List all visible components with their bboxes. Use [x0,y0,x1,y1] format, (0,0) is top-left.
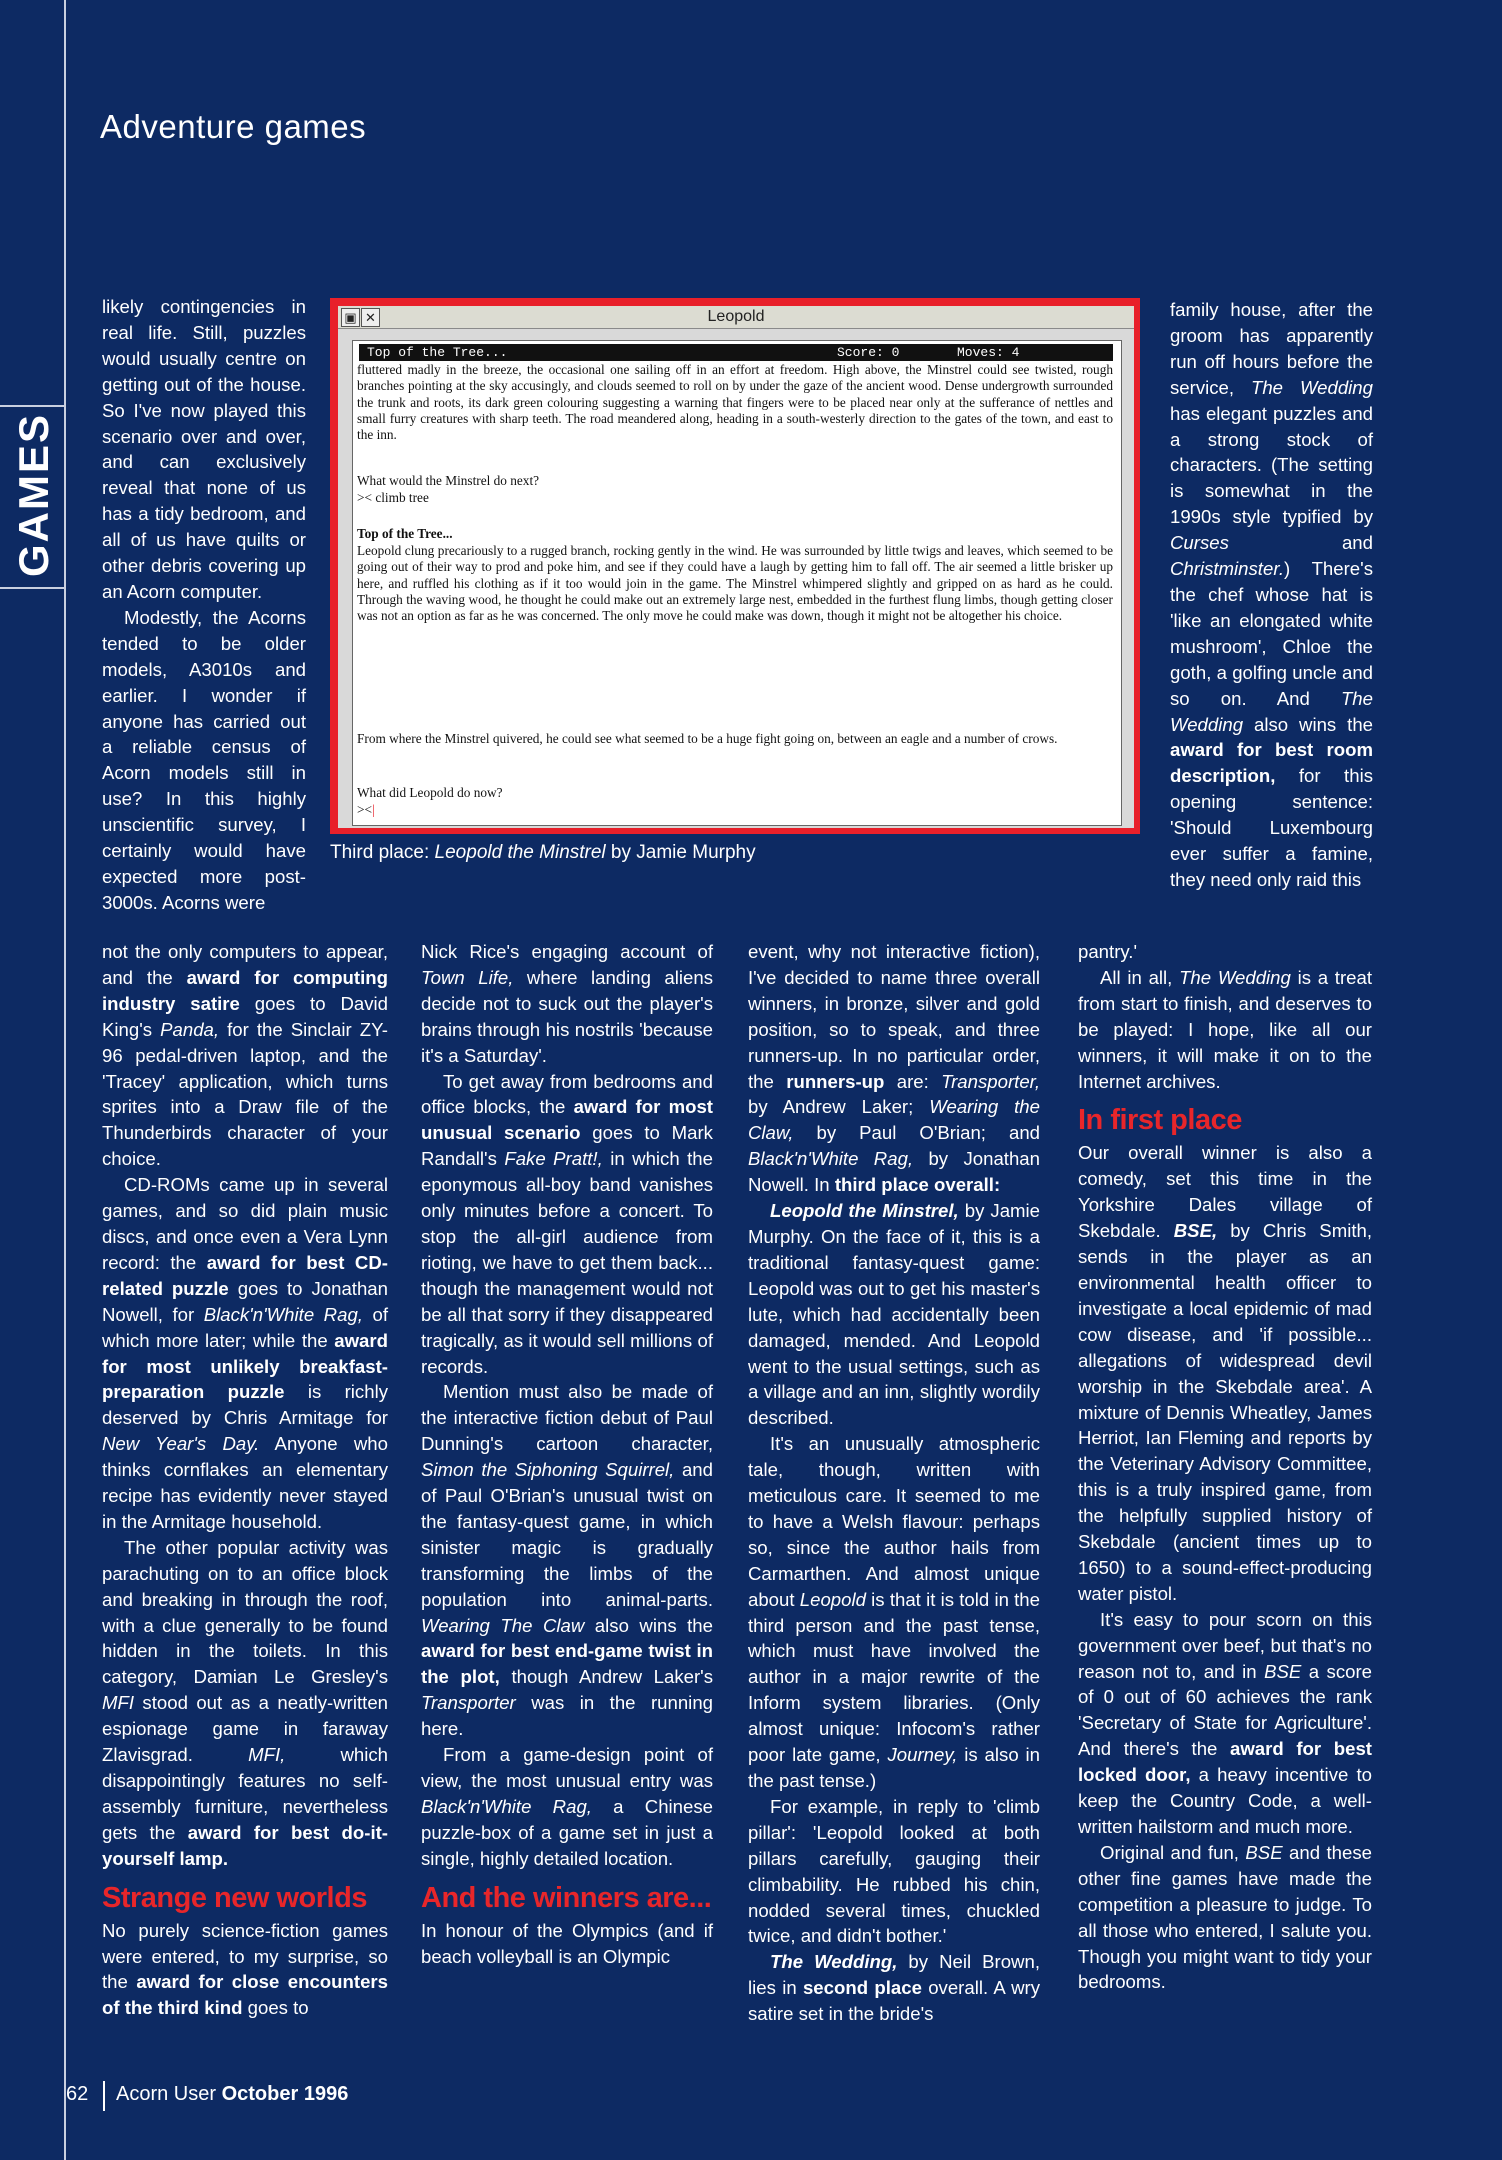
paragraph: Mention must also be made of the interactive fiction debut of Paul Dunning's cartoon character, Simon the Siphoning Squirrel, and of Paul O'Brian's unusual twist on the fantasy-quest game, in which sinister magic is gradually transforming the limbs of the population into animal-parts. Wearing The Claw also wins the award for best end-game twist in the plot, though Andrew Laker's Transporter was in the running here. [421,1381,714,1740]
paragraph: event, why not interactive fiction), I've decided to name three overall winners, in bronze, silver and gold position, so to speak, and three runners-up. In no particular order, the runners-up are: Transporter, by Andrew Laker; Wearing the Claw, by Paul O'Brian; and Black'n'White Rag, by Jonathan Nowell. In third place overall: [748,941,1041,1196]
paragraph: The Wedding, by Neil Brown, lies in second place overall. A wry satire set in the bride's [748,1951,1040,2025]
footer-divider [103,2081,105,2111]
paragraph: CD-ROMs came up in several games, and so did plain music discs, and once even a Vera Lynn record: the award for best CD-related puzzle goes to Jonathan Nowell, for Black'n'White Rag, of which more later; while the award for most unlikely breakfast-preparation puzzle is richly deserved by Chris Armitage for New Year's Day. Anyone who thinks cornflakes an elementary recipe has evidently never stayed in the Armitage household. [102,1174,388,1532]
column-4 [1078,939,1372,1995]
game-command: >< climb tree [357,490,429,505]
section-title: Adventure games [100,108,367,145]
paragraph: pantry.' [1078,941,1138,962]
game-status-bar [359,344,1113,361]
margin-rule [64,0,66,2160]
column-1 [102,939,388,2021]
paragraph: All in all, The Wedding is a treat from start to finish, and deserves to be played: I hope, like all our winners, it will make it on to the Internet archives. [1078,966,1372,1092]
paragraph: not the only computers to appear, and the award for computing industry satire goes to David King's Panda, for the Sinclair ZY-96 pedal-driven laptop, and the 'Tracey' application, which turns sprites into a Draw file of the Thunderbirds character of your choice. [102,941,388,1170]
paragraph: From a game-design point of view, the most unusual entry was Black'n'White Rag, a Chinese puzzle-box of a game set in just a single, highly detailed location. [421,1744,713,1869]
window-titlebar [338,306,1134,329]
paragraph: Our overall winner is also a comedy, set this time in the Yorkshire Dales village of Skebdale. BSE, by Chris Smith, sends in the player as an environmental health officer to investigate a local epidemic of mad cow disease, and 'if possible... allegations of widespread devil worship in the Skebdale area'. A mixture of Dennis Wheatley, James Herriot, Ian Fleming and reports by the Veterinary Advisory Committee, this is a truly inspired game, from the helpfully supplied history of Skebdale (ancient times up to 1650) to a sound-effect-producing water pistol. [1078,1142,1372,1604]
paragraph: The other popular activity was parachuting on to an office block and breaking in through the roof, with a clue generally to be found hidden in the toilets. In this category, Damian Le Gresley's MFI stood out as a neatly-written espionage game in faraway Zlavisgrad. MFI, which disappointingly features no self-assembly furniture, nevertheless gets the award for best do-it-yourself lamp. [102,1536,389,1869]
game-room-heading: Top of the Tree... [357,526,453,541]
game-paragraph: From where the Minstrel quivered, he could see what seemed to be a huge fight going on, between an eagle and a number of crows. [357,731,1058,746]
paragraph: No purely science-fiction games were entered, to my surprise, so the award for close encounters of the third kind goes to [102,1919,388,2019]
status-moves: Moves: 4 [957,345,1020,360]
paragraph: Nick Rice's engaging account of Town Life, where landing aliens decide not to suck out the player's brains through his nostrils 'because it's a Saturday'. [421,941,713,1066]
paragraph: likely contingencies in real life. Still, puzzles would usually centre on getting out of the house. So I've now played this scenario over and over, and can exclusively reveal that none of us has a tidy bedroom, and all of us have quilts or other debris covering up an Acorn computer. [102,296,306,602]
column-4-top [1170,297,1373,893]
paragraph: Leopold the Minstrel, by Jamie Murphy. On the face of it, this is a traditional fantasy-quest game: Leopold was out to get his master's lute, which had accidentally been damaged, mended. And Leopold went to the usual settings, such as a village and an inn, slightly wordily described. [748,1200,1040,1429]
paragraph: Modestly, the Acorns tended to be older models, A3010s and earlier. I wonder if anyone has carried out a reliable census of Acorn models still in use? In this highly unscientific survey, I certainly would have expected more post-3000s. Acorns were [102,606,306,913]
screenshot-caption: Third place: Leopold the Minstrel by Jamie Murphy [330,842,756,863]
paragraph: For example, in reply to 'climb pillar': 'Leopold looked at both pillars carefully, gauging their climbability. He rubbed his chin, nodded several times, chuckled twice, and didn't bother.' [748,1795,1040,1947]
column-1-top [102,294,306,916]
paragraph: In honour of the Olympics (and if beach volleyball is an Olympic [421,1919,713,1967]
column-3 [748,939,1040,2027]
close-icon: ✕ [361,308,380,327]
section-side-label: GAMES [10,413,57,578]
paragraph: It's easy to pour scorn on this government over beef, but that's no reason not to, and in BSE a score of 0 out of 60 achieves the rank 'Secretary of State for Agriculture'. And there's the award for best locked door, a heavy incentive to keep the Country Code, a well-written hailstorm and much more. [1078,1608,1373,1837]
paragraph: Original and fun, BSE and these other fine games have made the competition a pleasure to judge. To all those who entered, I salute you. Though you might want to tidy your bedrooms. [1078,1841,1372,1993]
page-number: 62 [66,2083,89,2105]
game-prompt: What would the Minstrel do next? [357,473,540,488]
game-prompt: What did Leopold do now? [357,785,503,800]
game-window [338,306,1134,828]
game-paragraph: fluttered madly in the breeze, the occasional one sailing off in an effort at freedom. High above, the Minstrel could see twisted, rough branches pointing at the sky accusingly, and clouds seemed to roll on by under the gaze of the ancient wood. Dense undergrowth surrounded the trunk and roots, its dark green colouring suggesting a warning that fingers were to be placed near only at the sufferance of nettles and small furry creatures with sharp teeth. The road meandered along, heading in a south-westerly direction to the gates of the town, and east to the inn. [357,362,1113,443]
back-icon: ▣ [341,308,360,327]
window-title: Leopold [707,308,765,325]
game-text-area [352,340,1122,826]
game-paragraph: Leopold clung precariously to a rugged branch, rocking gently in the wind. He was surrounded by little twigs and leaves, which seemed to be going out of their way to prod and poke him, and see if they could have a laugh by getting him to fall off. The air seemed a little brisker up here, and ruffled his clothing as if it too would join in the game. The Minstrel whimpered slightly and gripped on as hard as he could. Through the waving wood, he thought he could make out an extremely large nest, embedded in the furthest flung limbs, though getting closer was not an option as far as he was concerned. The only move he could make was down, though it might not be altogether his choice. [357,543,1113,624]
status-location: Top of the Tree... [367,345,508,360]
subheading: Strange new worlds [102,1881,367,1914]
magazine-issue: Acorn User October 1996 [116,2083,349,2105]
paragraph: It's an unusually atmospheric tale, though, written with meticulous care. It seemed to me to have a Welsh flavour: perhaps so, since the author hails from Carmarthen. And almost unique about Leopold is that it is told in the third person and the past tense, which must have involved the author in a major rewrite of the Inform system libraries. (Only almost unique: Infocom's rather poor late game, Journey, is also in the past tense.) [748,1433,1040,1791]
paragraph: family house, after the groom has apparently run off hours before the service, The Wedding has elegant puzzles and a strong stock of characters. (The setting is somewhat in the 1990s style typified by Curses and Christminster.) There's the chef whose hat is 'like an elongated white mushroom', Chloe the goth, a golfing uncle and so on. And The Wedding also wins the award for best room description, for this opening sentence: 'Should Luxembourg ever suffer a famine, they need only raid this [1170,299,1373,890]
subheading: And the winners are... [421,1881,712,1914]
status-score: Score: 0 [837,345,900,360]
subheading: In first place [1078,1104,1242,1137]
game-command-input: ><| [357,802,375,817]
paragraph: To get away from bedrooms and office blocks, the award for most unusual scenario goes to Mark Randall's Fake Pratt!, in which the eponymous all-boy band vanishes only minutes before a concert. To stop the all-girl audience from rioting, we have to get them back... though the management would not be all that sorry if they disappeared tragically, as it would sell millions of records. [421,1070,713,1377]
column-2 [421,939,713,1969]
